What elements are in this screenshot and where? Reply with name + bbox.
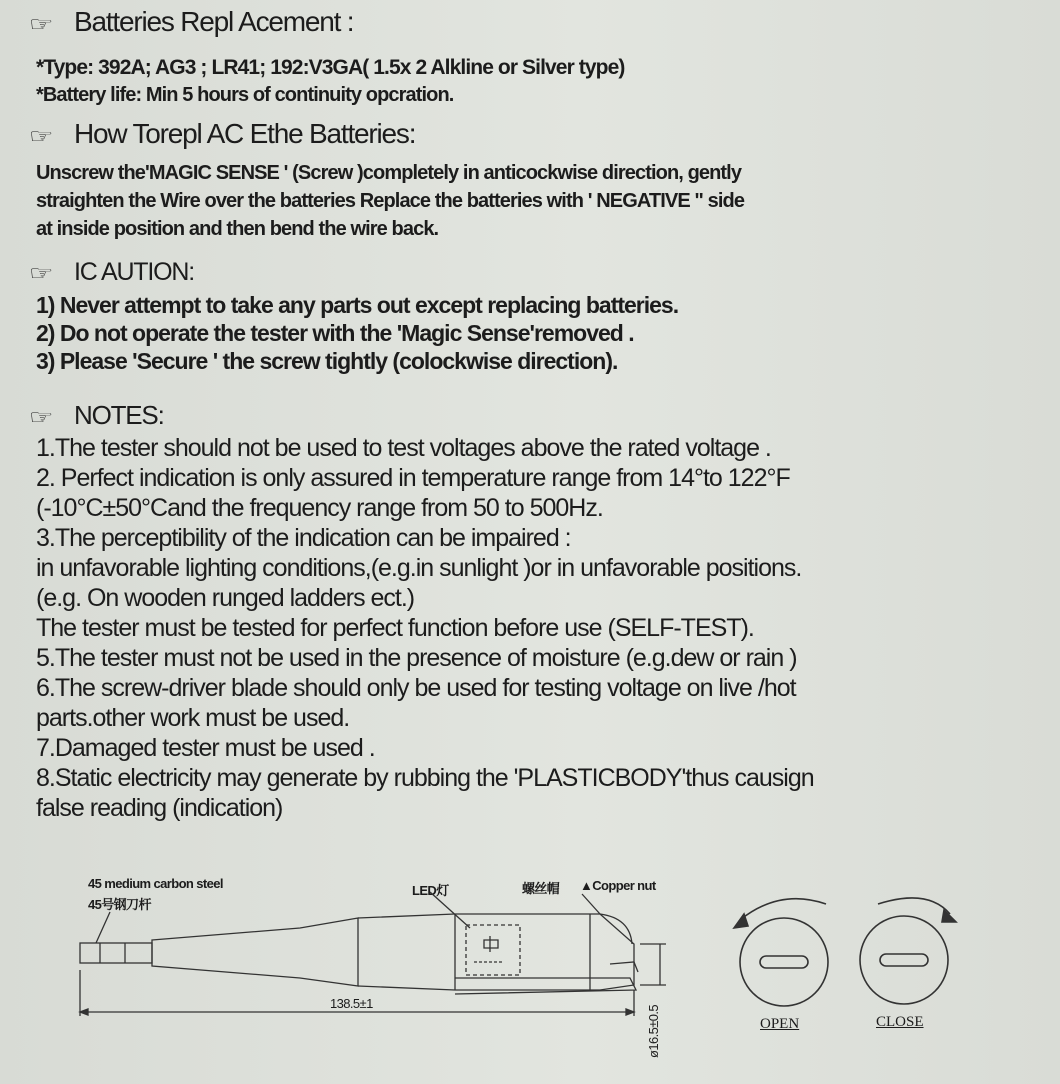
pointing-hand-icon: ☞ xyxy=(28,263,53,285)
led-label: LED灯 xyxy=(412,883,449,898)
pointing-hand-icon: ☞ xyxy=(28,126,53,148)
steel-label-cn: 45号钢刀杆 xyxy=(88,897,151,912)
replace-heading: ☞ How Torepl AC Ethe Batteries: xyxy=(28,118,416,149)
note-line: false reading (indication) xyxy=(36,794,283,822)
pointing-hand-icon: ☞ xyxy=(28,14,53,36)
notes-heading: ☞ NOTES: xyxy=(28,400,164,430)
screwdriver-outline xyxy=(80,892,666,1016)
battery-heading: ☞ Batteries Repl Acement : xyxy=(28,6,354,37)
battery-life-line: *Battery life: Min 5 hours of continuity opcration. xyxy=(36,84,454,106)
note-line: 5.The tester must not be used in the presence of moisture (e.g.dew or rain ) xyxy=(36,644,797,672)
steel-label-en: 45 medium carbon steel xyxy=(88,876,223,891)
note-line: parts.other work must be used. xyxy=(36,704,350,732)
blade xyxy=(80,943,152,963)
replace-line: at inside position and then bend the wire back. xyxy=(36,218,439,240)
led-window xyxy=(466,925,520,975)
note-line: in unfavorable lighting conditions,(e.g.in sunlight )or in unfavorable positions. xyxy=(36,554,802,582)
nut-label-en: ▲Copper nut xyxy=(580,878,656,893)
note-line: 6.The screw-driver blade should only be used for testing voltage on live /hot xyxy=(36,674,796,702)
caution-item: 3) Please 'Secure ' the screw tightly (colockwise direction). xyxy=(36,348,618,374)
caution-item: 1) Never attempt to take any parts out except replacing batteries. xyxy=(36,292,679,318)
handle-neck xyxy=(152,918,358,986)
battery-type-line: *Type: 392A; AG3 ; LR41; 192:V3GA( 1.5x 2 Alkline or Silver type) xyxy=(36,56,625,79)
caution-heading: ☞ IC AUTION: xyxy=(28,258,194,286)
diameter-dimension: ø16.5±0.5 xyxy=(646,1004,661,1058)
replace-line: straighten the Wire over the batteries Replace the batteries with ' NEGATIVE " side xyxy=(36,190,745,212)
open-knob-icon xyxy=(734,899,828,1006)
length-dimension: 138.5±1 xyxy=(330,996,373,1011)
caution-item: 2) Do not operate the tester with the 'Magic Sense'removed . xyxy=(36,320,634,346)
close-knob-icon xyxy=(860,898,956,1004)
note-line: The tester must be tested for perfect function before use (SELF-TEST). xyxy=(36,614,754,642)
open-label: OPEN xyxy=(760,1016,800,1032)
pointing-hand-icon: ☞ xyxy=(28,407,53,429)
note-line: 2. Perfect indication is only assured in temperature range from 14°to 122°F xyxy=(36,464,790,492)
close-label: CLOSE xyxy=(876,1014,924,1030)
replace-line: Unscrew the'MAGIC SENSE ' (Screw )completely in anticockwise direction, gently xyxy=(36,162,742,184)
note-line: (-10°C±50°Cand the frequency range from 50 to 500Hz. xyxy=(36,494,603,522)
pocket-clip xyxy=(455,978,636,994)
note-line: 8.Static electricity may generate by rubbing the 'PLASTICBODY'thus causign xyxy=(36,764,814,792)
note-line: (e.g. On wooden runged ladders ect.) xyxy=(36,584,415,612)
nut-label-cn: 螺丝帽 xyxy=(522,881,560,896)
note-line: 1.The tester should not be used to test voltages above the rated voltage . xyxy=(36,434,771,462)
note-line: 3.The perceptibility of the indication can be impaired : xyxy=(36,524,571,552)
note-line: 7.Damaged tester must be used . xyxy=(36,734,375,762)
